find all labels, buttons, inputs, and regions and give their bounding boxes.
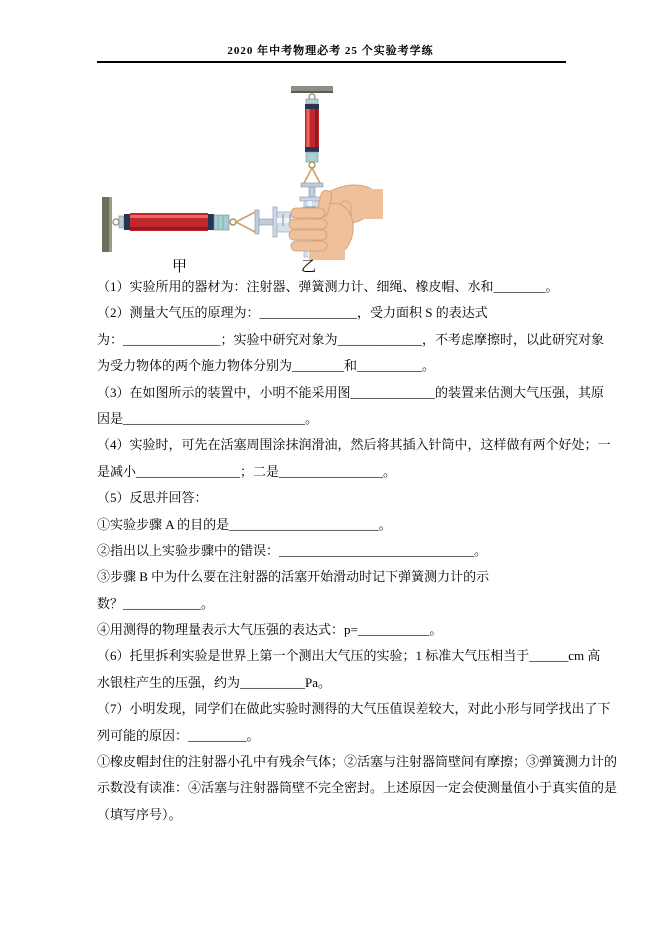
text-line-q6b: 水银柱产生的压强，约为__________Pa。 (97, 674, 332, 690)
text-line-q8c: （填写序号）。 (97, 806, 182, 822)
text-line-q5-4: ④用测得的物理量表示大气压强的表达式：p=___________。 (97, 622, 443, 638)
figure-yi (275, 84, 375, 260)
text-line-q5: （5）反思并回答： (97, 490, 208, 506)
spring-scale-horizontal (113, 213, 236, 231)
text-line-q4b: 是减小________________；二是________________。 (97, 463, 397, 479)
question-body (97, 274, 618, 828)
string-link-yi (303, 168, 321, 185)
figure-label-yi: 乙 (301, 259, 317, 275)
text-line-q8b: 示数没有读准：④活塞与注射器筒壁不完全密封。上述原因一定会使测量值小于真实值的是 (97, 780, 618, 796)
hand-yi (289, 189, 357, 260)
text-line-q5-1: ①实验步骤 A 的目的是_______________________。 (97, 516, 392, 532)
wall-board (102, 197, 112, 252)
text-line-q6a: （6）托里拆利实验是世界上第一个测出大气压的实验；1 标准大气压相当于______cm 高 (97, 648, 601, 664)
page-title: 2020 年中考物理必考 25 个实验考学练 (227, 45, 434, 57)
spring-scale-vertical (305, 94, 319, 168)
support-bar (291, 86, 333, 93)
text-line-q2a: （2）测量大气压的原理为：_______________，受力面积 S 的表达式 (97, 305, 488, 321)
text-line-q1: （1）实验所用的器材为：注射器、弹簧测力计、细绳、橡皮帽、水和________。 (97, 279, 559, 294)
string-link-jia (236, 211, 257, 233)
text-line-q5-2: ②指出以上实验步骤中的错误：______________________________。 (97, 542, 488, 558)
figure-label-jia: 甲 (172, 259, 188, 275)
text-line-q8a: ①橡皮帽封住的注射器小孔中有残余气体；②活塞与注射器筒壁间有摩擦；③弹簧测力计的 (97, 754, 618, 770)
text-line-q7b: 列可能的原因：_________。 (97, 727, 260, 743)
text-line-q3a: （3）在如图所示的装置中，小明不能采用图_____________的装置来估测大气压强，其原 (97, 384, 605, 400)
text-line-q3b: 因是____________________________。 (97, 410, 319, 426)
text-line-q4a: （4）实验时，可先在活塞周围涂抹润滑油，然后将其插入针筒中，这样做有两个好处；一 (97, 437, 611, 453)
text-line-q2b: 为：_______________；实验中研究对象为_____________，不考虑摩擦时，以此研究对象 (97, 331, 605, 347)
text-line-q5-3a: ③步骤 B 中为什么要在注射器的活塞开始滑动时记下弹簧测力计的示 (97, 569, 490, 585)
text-line-q5-3b: 数？____________。 (97, 595, 215, 611)
header-rule (97, 61, 566, 63)
text-line-q2c: 为受力物体的两个施力物体分别为________和__________。 (97, 358, 436, 374)
text-line-q7a: （7）小明发现，同学们在做此实验时测得的大气压值误差较大，对此小形与同学找出了下 (97, 701, 611, 717)
